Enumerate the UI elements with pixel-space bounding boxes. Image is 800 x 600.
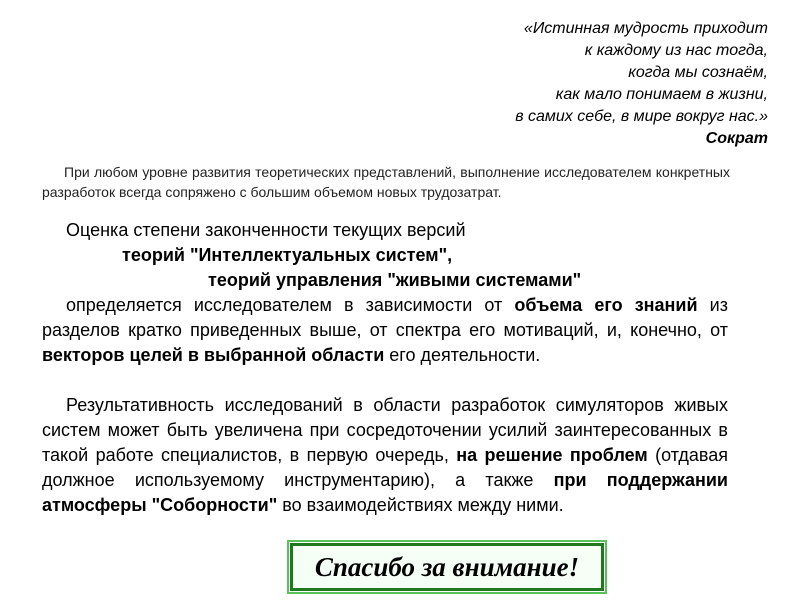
bold-text: на решение проблем: [456, 445, 648, 465]
bold-text: объема его знаний: [514, 295, 698, 315]
bold-text: при поддержании атмосферы "Соборности": [42, 470, 728, 515]
thanks-text: Спасибо за внимание!: [314, 551, 580, 582]
epigraph-author: Сократ: [705, 130, 768, 147]
epigraph-line: когда мы сознаём,: [628, 64, 768, 81]
text-span: определяется исследователем в зависимости от: [66, 295, 515, 315]
epigraph-line: «Истинная мудрость приходит: [523, 20, 768, 37]
intro-paragraph: [42, 162, 730, 202]
epigraph-line: как мало понимаем в жизни,: [555, 86, 768, 103]
assessment-paragraph: [42, 293, 728, 368]
thanks-banner: [290, 543, 604, 591]
text-span: во взаимодействиях между ними.: [277, 495, 564, 515]
epigraph-quote: [368, 18, 768, 150]
text-span: из разделов кратко приведенных выше, от спектра его мотиваций, и, конечно, от: [42, 295, 728, 340]
epigraph-line: к каждому из нас тогда,: [584, 42, 768, 59]
text-span: Результативность исследований в области разработок симуляторов живых систем может быть увеличена при сосредоточении усилий заинтересованных в такой работе специалистов, в первую очередь,: [42, 395, 728, 465]
results-paragraph: [42, 393, 728, 518]
text-span: (отдавая должное используемому инструментарию), а также: [42, 445, 729, 490]
assessment-lead: Оценка степени законченности текущих версий: [66, 220, 466, 240]
intro-text: При любом уровне развития теоретических представлений, выполнение исследователем конкретных разработок всегда сопряжено с большим объемом новых трудозатрат.: [42, 164, 730, 200]
text-span: его деятельности.: [384, 345, 541, 365]
epigraph-line: в самих себе, в мире вокруг нас.»: [515, 108, 768, 125]
paragraph-gap: [42, 368, 728, 393]
main-text: [42, 218, 728, 518]
assessment-title-2: теорий управления "живыми системами": [208, 270, 582, 290]
bold-text: векторов целей в выбранной области: [42, 345, 385, 365]
assessment-title-1: теорий "Интеллектуальных систем",: [122, 245, 453, 265]
